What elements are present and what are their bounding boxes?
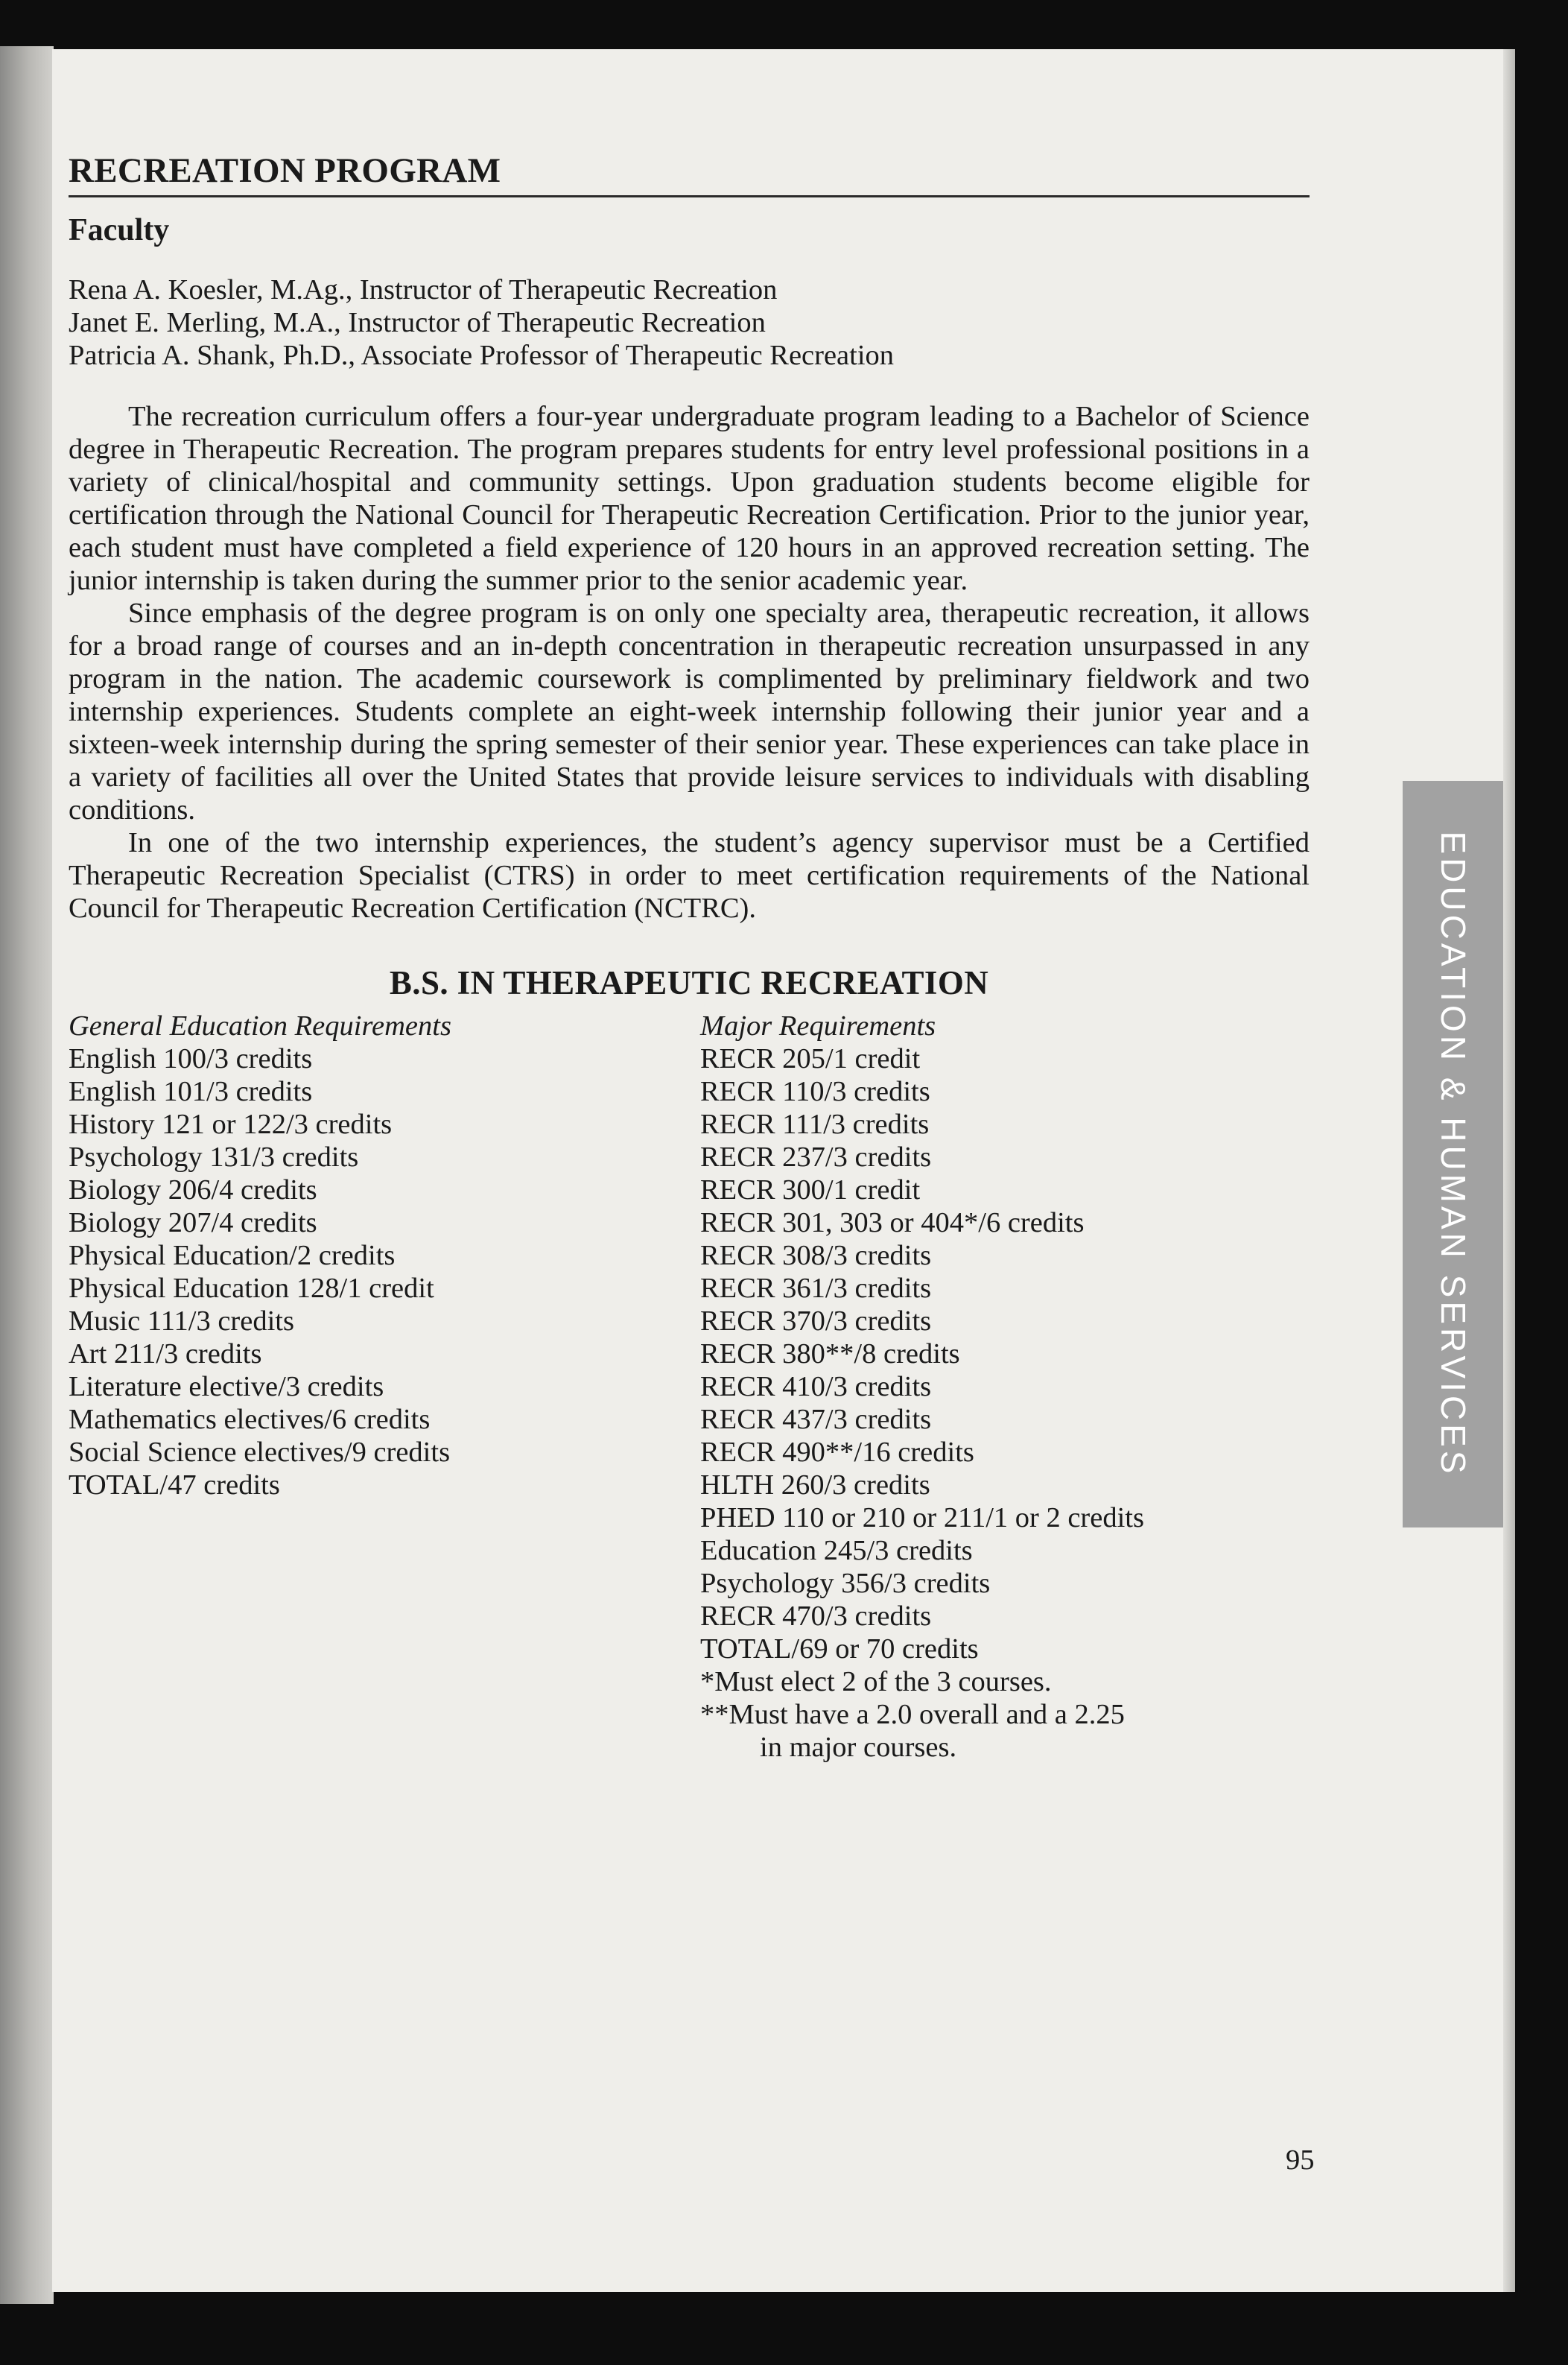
program-title: RECREATION PROGRAM bbox=[69, 151, 1310, 197]
requirement-item: RECR 437/3 credits bbox=[700, 1404, 932, 1435]
requirement-item: RECR 110/3 credits bbox=[700, 1076, 930, 1107]
section-tab bbox=[1403, 781, 1503, 1527]
general-education-column bbox=[69, 1010, 700, 1764]
requirement-item: Physical Education 128/1 credit bbox=[69, 1273, 434, 1304]
requirement-item: RECR 380**/8 credits bbox=[700, 1338, 960, 1370]
requirement-item: Literature elective/3 credits bbox=[69, 1371, 384, 1402]
paragraph: The recreation curriculum offers a four-year undergraduate program leading to a Bachelor of Science degree in Therapeutic Recreation. The program prepares students for entry level professional positions in a variety of clinical/hospital and community settings. Upon graduation students become eligible for certification through the National Council for Therapeutic Recreation Certification. Prior to the junior year, each student must have completed a field experience of 120 hours in an approved recreation setting. The junior internship is taken during the summer prior to the senior academic year. bbox=[69, 401, 1310, 596]
requirement-item: RECR 490**/16 credits bbox=[700, 1437, 974, 1468]
section-tab-label: EDUCATION & HUMAN SERVICES bbox=[1433, 831, 1473, 1478]
program-description bbox=[69, 400, 1310, 925]
faculty-member: Patricia A. Shank, Ph.D., Associate Professor of Therapeutic Recreation bbox=[69, 340, 895, 371]
requirement-item: RECR 301, 303 or 404*/6 credits bbox=[700, 1207, 1085, 1238]
previous-page-edge bbox=[0, 46, 54, 2304]
requirement-item: PHED 110 or 210 or 211/1 or 2 credits bbox=[700, 1502, 1144, 1533]
requirement-item: HLTH 260/3 credits bbox=[700, 1469, 930, 1501]
faculty-heading: Faculty bbox=[69, 213, 170, 247]
footnote-single-asterisk: *Must elect 2 of the 3 courses. bbox=[700, 1666, 1052, 1697]
requirement-item: RECR 205/1 credit bbox=[700, 1043, 921, 1074]
general-education-heading: General Education Requirements bbox=[69, 1010, 451, 1042]
requirement-item: History 121 or 122/3 credits bbox=[69, 1109, 393, 1140]
footnote-double-asterisk: **Must have a 2.0 overall and a 2.25 bbox=[700, 1699, 1125, 1730]
page-edge bbox=[1503, 49, 1515, 2292]
major-requirements-heading: Major Requirements bbox=[700, 1010, 936, 1042]
requirement-item: Psychology 131/3 credits bbox=[69, 1142, 359, 1173]
faculty-list bbox=[69, 273, 1310, 372]
requirement-item: Psychology 356/3 credits bbox=[700, 1568, 991, 1599]
general-education-list bbox=[69, 1042, 700, 1501]
requirement-item: RECR 361/3 credits bbox=[700, 1273, 932, 1304]
paragraph: Since emphasis of the degree program is on only one specialty area, therapeutic recreation, it allows for a broad range of courses and an in-depth concentration in therapeutic recreation unsurpassed in any program in the nation. The academic coursework is complimented by preliminary fieldwork and two internship experiences. Students complete an eight-week internship following their junior year and a sixteen-week internship during the spring semester of their senior year. These experiences can take place in a variety of facilities all over the United States that provide leisure services to individuals with disabling conditions. bbox=[69, 598, 1310, 826]
page-number: 95 bbox=[1286, 2144, 1315, 2176]
major-requirements-list bbox=[700, 1042, 1310, 1665]
paragraph: In one of the two internship experiences, the student’s agency supervisor must be a Certified Therapeutic Recreation Specialist (CTRS) in order to meet certification requirements of the National Council for Therapeutic Recreation Certification (NCTRC). bbox=[69, 827, 1310, 924]
faculty-member: Janet E. Merling, M.A., Instructor of Therapeutic Recreation bbox=[69, 307, 766, 338]
requirement-item: RECR 410/3 credits bbox=[700, 1371, 932, 1402]
footnote-double-asterisk-continued: in major courses. bbox=[760, 1732, 957, 1763]
requirement-item: Social Science electives/9 credits bbox=[69, 1437, 451, 1468]
requirement-item: Biology 206/4 credits bbox=[69, 1174, 317, 1206]
requirement-item: Art 211/3 credits bbox=[69, 1338, 262, 1370]
requirement-item: English 100/3 credits bbox=[69, 1043, 313, 1074]
requirement-item: RECR 300/1 credit bbox=[700, 1174, 921, 1206]
requirement-total: TOTAL/47 credits bbox=[69, 1469, 280, 1501]
requirement-item: Education 245/3 credits bbox=[700, 1535, 973, 1566]
requirement-item: RECR 470/3 credits bbox=[700, 1601, 932, 1632]
requirement-item: Physical Education/2 credits bbox=[69, 1240, 396, 1271]
requirement-item: English 101/3 credits bbox=[69, 1076, 313, 1107]
requirement-item: Biology 207/4 credits bbox=[69, 1207, 317, 1238]
requirement-item: RECR 370/3 credits bbox=[700, 1305, 932, 1337]
page-content bbox=[69, 151, 1310, 1764]
requirements-columns bbox=[69, 1010, 1310, 1764]
requirement-item: RECR 237/3 credits bbox=[700, 1142, 932, 1173]
requirement-item: RECR 111/3 credits bbox=[700, 1109, 930, 1140]
faculty-member: Rena A. Koesler, M.Ag., Instructor of Therapeutic Recreation bbox=[69, 274, 778, 305]
requirement-item: Mathematics electives/6 credits bbox=[69, 1404, 431, 1435]
requirement-item: RECR 308/3 credits bbox=[700, 1240, 932, 1271]
requirement-total: TOTAL/69 or 70 credits bbox=[700, 1633, 979, 1665]
degree-title: B.S. IN THERAPEUTIC RECREATION bbox=[389, 964, 989, 1001]
major-requirements-column bbox=[700, 1010, 1310, 1764]
requirement-item: Music 111/3 credits bbox=[69, 1305, 294, 1337]
